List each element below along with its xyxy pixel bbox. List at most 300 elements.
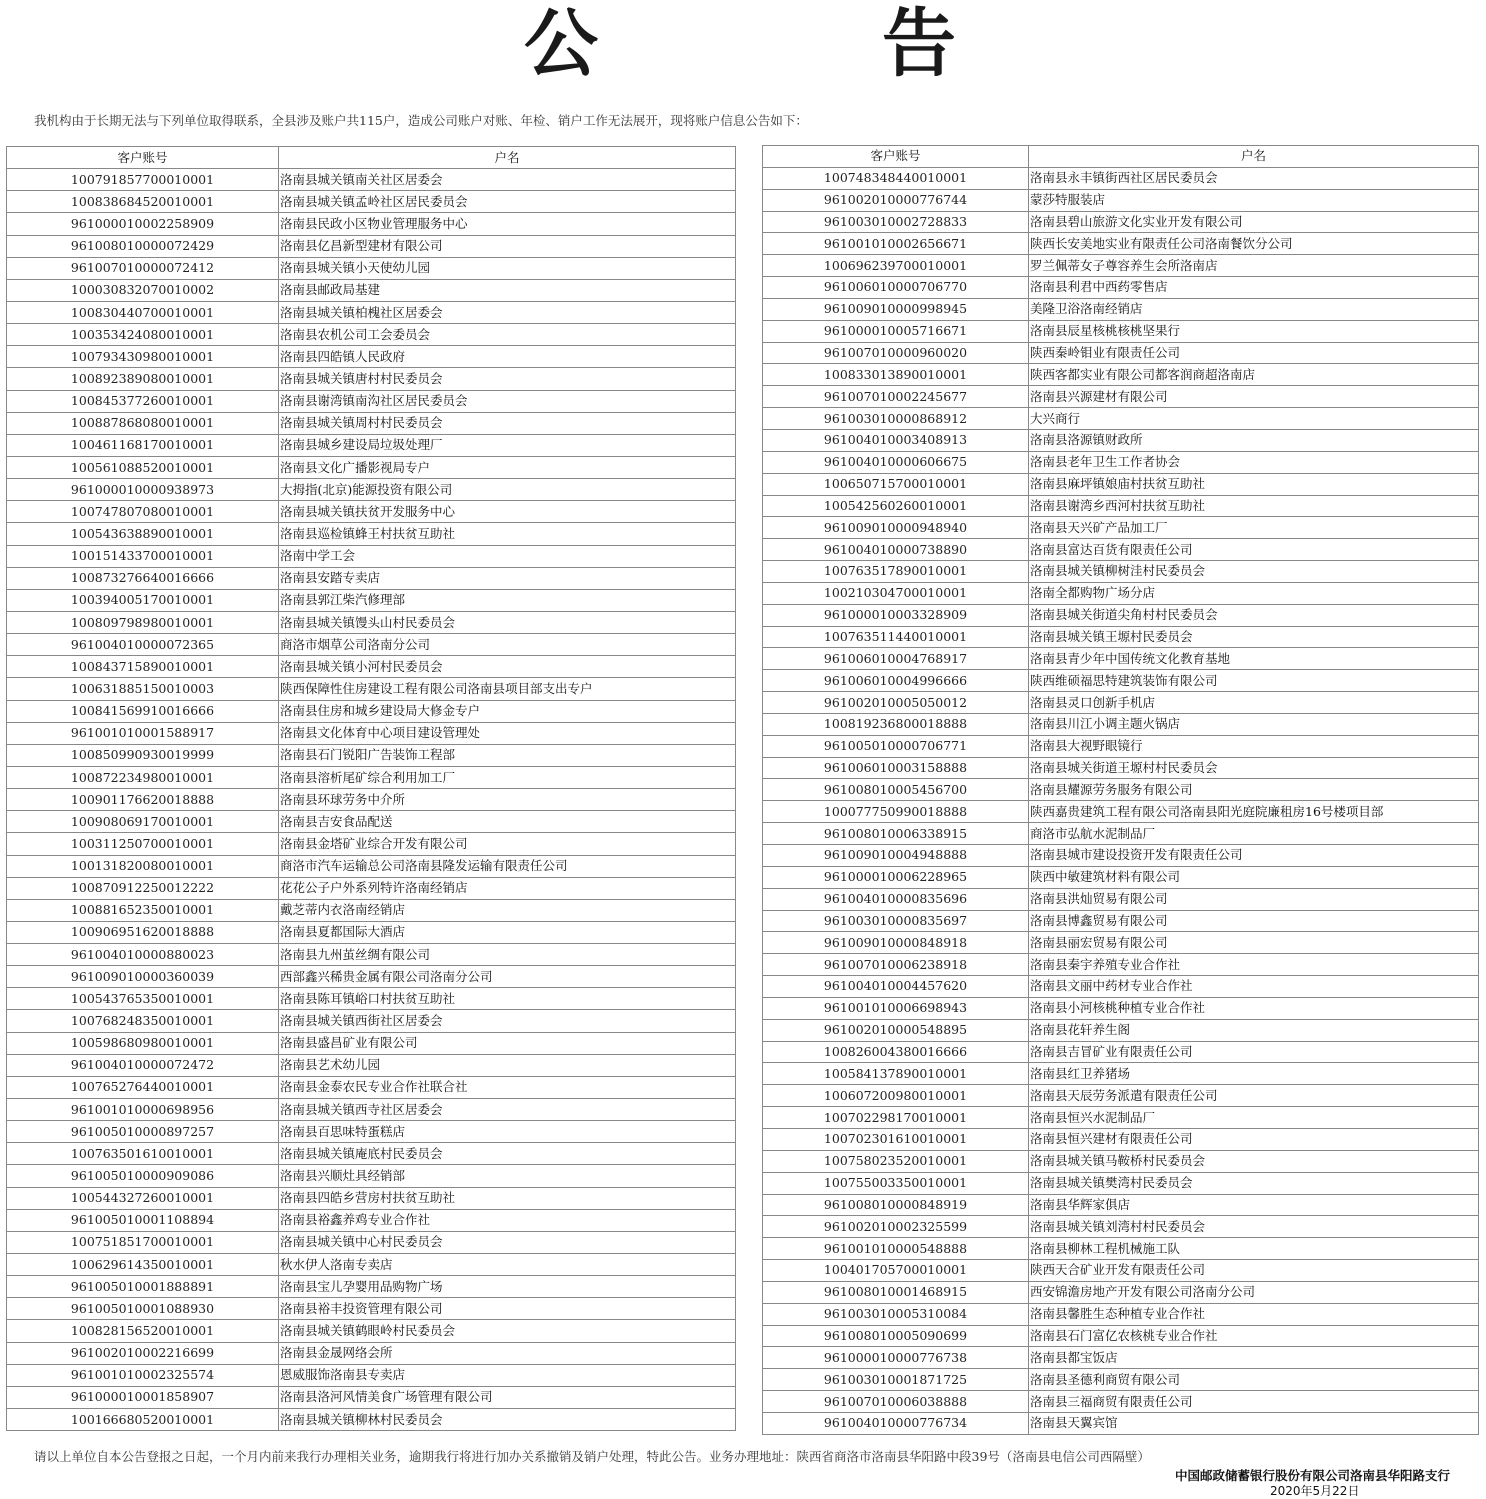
account-name: 洛南县城关镇扶贫开发服务中心	[279, 501, 736, 523]
account-name: 洛南县天辰劳务派遣有限责任公司	[1029, 1085, 1479, 1107]
table-row	[7, 213, 736, 235]
account-number: 100030832070010002	[7, 279, 279, 301]
table-row	[763, 582, 1479, 604]
account-number: 961000010000776738	[763, 1347, 1029, 1369]
account-number: 961009010004948888	[763, 845, 1029, 867]
account-name: 洛南县华辉家俱店	[1029, 1194, 1479, 1216]
table-row	[7, 921, 736, 943]
account-name: 洛南县金塔矿业综合开发有限公司	[279, 833, 736, 855]
table-row	[7, 988, 736, 1010]
table-row	[763, 1391, 1479, 1413]
account-name: 洛南县文丽中药材专业合作社	[1029, 976, 1479, 998]
account-number: 100763511440010001	[763, 626, 1029, 648]
account-name: 蒙莎特服装店	[1029, 189, 1479, 211]
account-number: 100696239700010001	[763, 255, 1029, 277]
account-name: 洛南县城关镇刘湾村村民委员会	[1029, 1216, 1479, 1238]
account-name: 洛南县城关镇马鞍桥村民委员会	[1029, 1150, 1479, 1172]
account-name: 洛南中学工会	[279, 545, 736, 567]
account-number: 961008010005456700	[763, 779, 1029, 801]
account-number: 961006010004996666	[763, 670, 1029, 692]
account-name: 洛南县农机公司工会委员会	[279, 324, 736, 346]
account-name: 洛南县城关镇小天使幼儿园	[279, 257, 736, 279]
account-number: 961001010001588917	[7, 722, 279, 744]
account-number: 961008010000072429	[7, 235, 279, 257]
table-row	[7, 501, 736, 523]
account-name: 洛南县宝儿孕婴用品购物广场	[279, 1276, 736, 1298]
account-name: 陕西天合矿业开发有限责任公司	[1029, 1260, 1479, 1282]
table-row	[763, 408, 1479, 430]
account-number: 961004010000835696	[763, 888, 1029, 910]
name-column-header: 户名	[1029, 146, 1479, 168]
intro-text: 我机构由于长期无法与下列单位取得联系，全县涉及账户共115户，造成公司账户对账、年检、销户工作无法展开，现将账户信息公告如下：	[34, 113, 808, 128]
table-row	[7, 1276, 736, 1298]
account-name: 洛南县洪灿贸易有限公司	[1029, 888, 1479, 910]
account-name: 洛南县城关镇周村村民委员会	[279, 412, 736, 434]
account-name: 洛南县城关镇小河村民委员会	[279, 656, 736, 678]
account-number: 100872234980010001	[7, 766, 279, 788]
table-row	[763, 320, 1479, 342]
account-number: 961008010001468915	[763, 1281, 1029, 1303]
account-name: 秋水伊人洛南专卖店	[279, 1254, 736, 1276]
account-name: 洛南县艺术幼儿园	[279, 1054, 736, 1076]
account-name: 洛南全都购物广场分店	[1029, 582, 1479, 604]
account-number: 100543638890010001	[7, 523, 279, 545]
account-number: 961000010006228965	[763, 866, 1029, 888]
table-row	[763, 1216, 1479, 1238]
account-name: 洛南县碧山旅游文化实业开发有限公司	[1029, 211, 1479, 233]
account-name: 洛南县四皓乡营房村扶贫互助社	[279, 1187, 736, 1209]
account-number: 961009010000360039	[7, 966, 279, 988]
table-row	[7, 567, 736, 589]
table-row	[763, 757, 1479, 779]
account-name: 大兴商行	[1029, 408, 1479, 430]
table-row	[7, 634, 736, 656]
account-number: 961002010002325599	[763, 1216, 1029, 1238]
account-name: 洛南县灵口创新手机店	[1029, 692, 1479, 714]
table-row	[763, 801, 1479, 823]
table-row	[763, 1347, 1479, 1369]
account-number: 100870912250012222	[7, 877, 279, 899]
table-row	[7, 1165, 736, 1187]
table-row	[7, 611, 736, 633]
account-name: 洛南县天兴矿产品加工厂	[1029, 517, 1479, 539]
account-name: 洛南县城关镇南关社区居委会	[279, 169, 736, 191]
table-row	[763, 670, 1479, 692]
account-name: 洛南县川江小调主题火锅店	[1029, 713, 1479, 735]
account-number: 100629614350010001	[7, 1254, 279, 1276]
account-name: 洛南县民政小区物业管理服务中心	[279, 213, 736, 235]
table-row	[7, 811, 736, 833]
table-row	[7, 678, 736, 700]
account-number: 100607200980010001	[763, 1085, 1029, 1107]
account-number: 961000010000938973	[7, 479, 279, 501]
table-row	[763, 735, 1479, 757]
account-number: 100751851700010001	[7, 1231, 279, 1253]
account-name: 洛南县城关镇柏槐社区居委会	[279, 301, 736, 323]
account-name: 洛南县金泰农民专业合作社联合社	[279, 1076, 736, 1098]
account-name: 洛南县陈耳镇峪口村扶贫互助社	[279, 988, 736, 1010]
table-row	[763, 364, 1479, 386]
account-name: 洛南县城关镇唐村村民委员会	[279, 368, 736, 390]
account-number: 961002010002216699	[7, 1342, 279, 1364]
account-number: 961005010001088930	[7, 1298, 279, 1320]
account-number: 100845377260010001	[7, 390, 279, 412]
account-name: 洛南县兴顺灶具经销部	[279, 1165, 736, 1187]
account-name: 陕西嘉贵建筑工程有限公司洛南县阳光庭院廉租房16号楼项目部	[1029, 801, 1479, 823]
account-number: 961006010004768917	[763, 648, 1029, 670]
account-name: 洛南县天翼宾馆	[1029, 1412, 1479, 1434]
table-row	[7, 235, 736, 257]
table-row	[763, 1369, 1479, 1391]
account-number: 100838684520010001	[7, 191, 279, 213]
table-row	[763, 1412, 1479, 1434]
account-number: 961007010000960020	[763, 342, 1029, 364]
account-name: 陕西客都实业有限公司都客润商超洛南店	[1029, 364, 1479, 386]
account-number: 961000010001858907	[7, 1386, 279, 1408]
table-row	[7, 412, 736, 434]
account-number: 961004010000880023	[7, 944, 279, 966]
account-number: 961002010005050012	[763, 692, 1029, 714]
account-name: 洛南县城关镇中心村民委员会	[279, 1231, 736, 1253]
title-char-1: 公	[524, 1, 598, 87]
account-number: 100819236800018888	[763, 713, 1029, 735]
account-number: 100843715890010001	[7, 656, 279, 678]
account-name: 商洛市汽车运输总公司洛南县隆发运输有限责任公司	[279, 855, 736, 877]
account-number: 100873276640016666	[7, 567, 279, 589]
table-row	[763, 451, 1479, 473]
account-number: 961000010002258909	[7, 213, 279, 235]
table-row	[7, 656, 736, 678]
account-name: 戴芝蒂内衣洛南经销店	[279, 899, 736, 921]
account-number: 961007010000072412	[7, 257, 279, 279]
account-number: 961005010000706771	[763, 735, 1029, 757]
account-name: 洛南县百思味特蛋糕店	[279, 1121, 736, 1143]
table-row	[763, 866, 1479, 888]
table-row	[7, 1364, 736, 1386]
table-row	[7, 589, 736, 611]
account-name: 洛南县三福商贸有限责任公司	[1029, 1391, 1479, 1413]
table-row	[7, 700, 736, 722]
left-accounts-table	[6, 146, 736, 1431]
table-row	[763, 517, 1479, 539]
account-name: 洛南县金晟网络会所	[279, 1342, 736, 1364]
account-name: 洛南县城关镇庵底村民委员会	[279, 1143, 736, 1165]
footer-note: 请以上单位自本公告登报之日起，一个月内前来我行办理相关业务，逾期我行将进行加办关系撤销及销户处理，特此公告。业务办理地址：陕西省商洛市洛南县华阳路中段39号（洛南县电信公司西隔壁）	[34, 1449, 1150, 1464]
table-row	[7, 1342, 736, 1364]
account-name: 洛南县九州茧丝绸有限公司	[279, 944, 736, 966]
account-number: 961004010004457620	[763, 976, 1029, 998]
account-number: 100765276440010001	[7, 1076, 279, 1098]
account-name: 洛南县辰星核桃核桃坚果行	[1029, 320, 1479, 342]
account-number: 100748348440010001	[763, 167, 1029, 189]
account-name: 洛南县丽宏贸易有限公司	[1029, 932, 1479, 954]
table-row	[7, 191, 736, 213]
account-name: 洛南县都宝饭店	[1029, 1347, 1479, 1369]
account-number: 100311250700010001	[7, 833, 279, 855]
table-row	[7, 1010, 736, 1032]
account-name: 洛南县石门锐阳广告装饰工程部	[279, 744, 736, 766]
account-name: 洛南县住房和城乡建设局大修金专户	[279, 700, 736, 722]
account-name: 洛南县城关镇西寺社区居委会	[279, 1099, 736, 1121]
account-number: 100881652350010001	[7, 899, 279, 921]
account-name: 恩威服饰洛南县专卖店	[279, 1364, 736, 1386]
account-name: 商洛市烟草公司洛南分公司	[279, 634, 736, 656]
table-header-row	[7, 147, 736, 169]
account-number: 100702301610010001	[763, 1128, 1029, 1150]
account-number: 100543765350010001	[7, 988, 279, 1010]
account-column-header: 客户账号	[763, 146, 1029, 168]
account-name: 洛南县环球劳务中介所	[279, 789, 736, 811]
account-name: 洛南县裕鑫养鸡专业合作社	[279, 1209, 736, 1231]
account-number: 100763517890010001	[763, 561, 1029, 583]
account-number: 100850990930019999	[7, 744, 279, 766]
table-row	[763, 692, 1479, 714]
table-row	[763, 386, 1479, 408]
table-row	[763, 211, 1479, 233]
name-column-header: 户名	[279, 147, 736, 169]
account-name: 洛南县文化体育中心项目建设管理处	[279, 722, 736, 744]
account-name: 洛南县郭江柴汽修理部	[279, 589, 736, 611]
account-number: 100828156520010001	[7, 1320, 279, 1342]
account-name: 洛南县城关街道王塬村村民委员会	[1029, 757, 1479, 779]
table-row	[763, 1041, 1479, 1063]
account-name: 美隆卫浴洛南经销店	[1029, 298, 1479, 320]
account-number: 100906951620018888	[7, 921, 279, 943]
account-number: 961005010000909086	[7, 1165, 279, 1187]
table-row	[763, 779, 1479, 801]
account-number: 100887868080010001	[7, 412, 279, 434]
account-number: 100841569910016666	[7, 700, 279, 722]
account-number: 100151433700010001	[7, 545, 279, 567]
table-row	[7, 1187, 736, 1209]
bank-signature: 中国邮政储蓄银行股份有限公司洛南县华阳路支行	[1174, 1468, 1450, 1483]
table-row	[7, 833, 736, 855]
table-row	[7, 855, 736, 877]
account-name: 洛南县青少年中国传统文化教育基地	[1029, 648, 1479, 670]
table-row	[7, 1121, 736, 1143]
account-number: 100763501610010001	[7, 1143, 279, 1165]
right-accounts-table	[762, 145, 1479, 1435]
table-row	[7, 1209, 736, 1231]
table-row	[7, 1054, 736, 1076]
table-row	[7, 766, 736, 788]
account-name: 洛南县城关镇樊湾村民委员会	[1029, 1172, 1479, 1194]
table-row	[7, 944, 736, 966]
account-number: 100077750990018888	[763, 801, 1029, 823]
table-row	[7, 390, 736, 412]
account-number: 100584137890010001	[763, 1063, 1029, 1085]
table-row	[7, 523, 736, 545]
table-row	[763, 277, 1479, 299]
table-row	[7, 722, 736, 744]
account-number: 961005010000897257	[7, 1121, 279, 1143]
account-number: 961001010006698943	[763, 997, 1029, 1019]
table-row	[7, 1231, 736, 1253]
table-row	[763, 845, 1479, 867]
account-number: 961008010005090699	[763, 1325, 1029, 1347]
account-name: 洛南县亿昌新型建材有限公司	[279, 235, 736, 257]
account-name: 陕西保障性住房建设工程有限公司洛南县项目部支出专户	[279, 678, 736, 700]
account-number: 100768248350010001	[7, 1010, 279, 1032]
table-row	[7, 966, 736, 988]
account-name: 洛南县文化广播影视局专户	[279, 456, 736, 478]
table-row	[7, 479, 736, 501]
account-name: 西安锦澹房地产开发有限公司洛南分公司	[1029, 1281, 1479, 1303]
table-row	[7, 1099, 736, 1121]
account-name: 洛南县吉安食品配送	[279, 811, 736, 833]
account-number: 100131820080010001	[7, 855, 279, 877]
account-number: 100791857700010001	[7, 169, 279, 191]
right-table-body	[763, 167, 1479, 1434]
account-number: 100401705700010001	[763, 1260, 1029, 1282]
account-name: 洛南县城乡建设局垃圾处理厂	[279, 434, 736, 456]
account-name: 洛南县石门富亿农核桃专业合作社	[1029, 1325, 1479, 1347]
account-number: 100561088520010001	[7, 456, 279, 478]
account-number: 100702298170010001	[763, 1107, 1029, 1129]
account-number: 961003010002728833	[763, 211, 1029, 233]
table-row	[763, 823, 1479, 845]
account-name: 洛南县花轩养生阁	[1029, 1019, 1479, 1041]
account-number: 100650715700010001	[763, 473, 1029, 495]
account-number: 100830440700010001	[7, 301, 279, 323]
account-number: 961009010000948940	[763, 517, 1029, 539]
table-row	[763, 910, 1479, 932]
table-row	[7, 545, 736, 567]
account-number: 961004010000738890	[763, 539, 1029, 561]
table-row	[7, 434, 736, 456]
table-row	[7, 257, 736, 279]
table-row	[763, 495, 1479, 517]
table-header-row	[763, 146, 1479, 168]
table-row	[763, 713, 1479, 735]
account-number: 100461168170010001	[7, 434, 279, 456]
account-column-header: 客户账号	[7, 147, 279, 169]
table-row	[7, 1298, 736, 1320]
table-row	[763, 1281, 1479, 1303]
table-row	[763, 604, 1479, 626]
account-number: 961007010002245677	[763, 386, 1029, 408]
table-row	[763, 1238, 1479, 1260]
account-name: 洛南县老年卫生工作者协会	[1029, 451, 1479, 473]
account-number: 100833013890010001	[763, 364, 1029, 386]
account-name: 洛南县富达百货有限责任公司	[1029, 539, 1479, 561]
table-row	[763, 888, 1479, 910]
table-row	[763, 429, 1479, 451]
account-number: 100166680520010001	[7, 1409, 279, 1431]
table-row	[763, 954, 1479, 976]
account-number: 100755003350010001	[763, 1172, 1029, 1194]
account-number: 961003010005310084	[763, 1303, 1029, 1325]
account-number: 961006010000706770	[763, 277, 1029, 299]
account-name: 洛南县邮政局基建	[279, 279, 736, 301]
account-name: 洛南县兴源建材有限公司	[1029, 386, 1479, 408]
account-name: 洛南县大视野眼镜行	[1029, 735, 1479, 757]
account-name: 陕西秦岭钼业有限责任公司	[1029, 342, 1479, 364]
account-name: 洛南县恒兴水泥制品厂	[1029, 1107, 1479, 1129]
table-row	[763, 167, 1479, 189]
account-name: 洛南县谢湾乡西河村扶贫互助社	[1029, 495, 1479, 517]
table-row	[7, 169, 736, 191]
table-row	[7, 1032, 736, 1054]
account-name: 洛南县溶析尾矿综合利用加工厂	[279, 766, 736, 788]
table-row	[7, 279, 736, 301]
account-name: 洛南县秦宇养殖专业合作社	[1029, 954, 1479, 976]
account-number: 100544327260010001	[7, 1187, 279, 1209]
table-row	[763, 1194, 1479, 1216]
table-row	[763, 1172, 1479, 1194]
account-name: 罗兰佩蒂女子尊容养生会所洛南店	[1029, 255, 1479, 277]
table-row	[763, 1019, 1479, 1041]
account-name: 洛南县城关街道尖角村村民委员会	[1029, 604, 1479, 626]
account-name: 洛南县安踏专卖店	[279, 567, 736, 589]
notice-date: 2020年5月22日	[1270, 1484, 1360, 1498]
account-name: 洛南县城关镇柳树洼村民委员会	[1029, 561, 1479, 583]
table-row	[763, 561, 1479, 583]
table-row	[763, 233, 1479, 255]
account-name: 洛南县柳林工程机械施工队	[1029, 1238, 1479, 1260]
account-number: 961003010000835697	[763, 910, 1029, 932]
table-row	[763, 342, 1479, 364]
account-number: 961004010000776734	[763, 1412, 1029, 1434]
account-number: 961009010000848918	[763, 932, 1029, 954]
account-name: 洛南县永丰镇街西社区居民委员会	[1029, 167, 1479, 189]
table-row	[763, 539, 1479, 561]
table-row	[763, 1085, 1479, 1107]
account-name: 洛南县裕丰投资管理有限公司	[279, 1298, 736, 1320]
account-number: 961001010002656671	[763, 233, 1029, 255]
account-name: 洛南县利君中西药零售店	[1029, 277, 1479, 299]
table-row	[7, 456, 736, 478]
table-row	[7, 324, 736, 346]
table-row	[7, 1254, 736, 1276]
account-name: 洛南县四皓镇人民政府	[279, 346, 736, 368]
table-row	[7, 1386, 736, 1408]
account-name: 陕西长安美地实业有限责任公司洛南餐饮分公司	[1029, 233, 1479, 255]
account-name: 洛南县城关镇王塬村民委员会	[1029, 626, 1479, 648]
account-name: 洛南县洛河风情美食广场管理有限公司	[279, 1386, 736, 1408]
account-number: 961002010000548895	[763, 1019, 1029, 1041]
table-row	[763, 932, 1479, 954]
table-row	[763, 473, 1479, 495]
account-number: 961007010006238918	[763, 954, 1029, 976]
account-name: 洛南县巡检镇蜂王村扶贫互助社	[279, 523, 736, 545]
table-row	[763, 976, 1479, 998]
account-name: 陕西中敏建筑材料有限公司	[1029, 866, 1479, 888]
account-name: 洛南县博鑫贸易有限公司	[1029, 910, 1479, 932]
notice-title	[0, 0, 1486, 90]
account-number: 100394005170010001	[7, 589, 279, 611]
account-name: 洛南县城关镇鹤眼岭村民委员会	[279, 1320, 736, 1342]
account-number: 100210304700010001	[763, 582, 1029, 604]
account-name: 西部鑫兴稀贵金属有限公司洛南分公司	[279, 966, 736, 988]
account-number: 100353424080010001	[7, 324, 279, 346]
account-number: 100758023520010001	[763, 1150, 1029, 1172]
account-number: 961003010000868912	[763, 408, 1029, 430]
account-name: 洛南县城关镇孟岭社区居民委员会	[279, 191, 736, 213]
account-name: 洛南县城关镇西街社区居委会	[279, 1010, 736, 1032]
account-name: 洛南县小河核桃种植专业合作社	[1029, 997, 1479, 1019]
table-row	[7, 744, 736, 766]
account-number: 961002010000776744	[763, 189, 1029, 211]
table-row	[763, 1128, 1479, 1150]
account-number: 100908069170010001	[7, 811, 279, 833]
table-row	[763, 648, 1479, 670]
table-row	[763, 1107, 1479, 1129]
left-table-body	[7, 169, 736, 1431]
table-row	[7, 789, 736, 811]
account-name: 大拇指(北京)能源投资有限公司	[279, 479, 736, 501]
table-row	[7, 1320, 736, 1342]
